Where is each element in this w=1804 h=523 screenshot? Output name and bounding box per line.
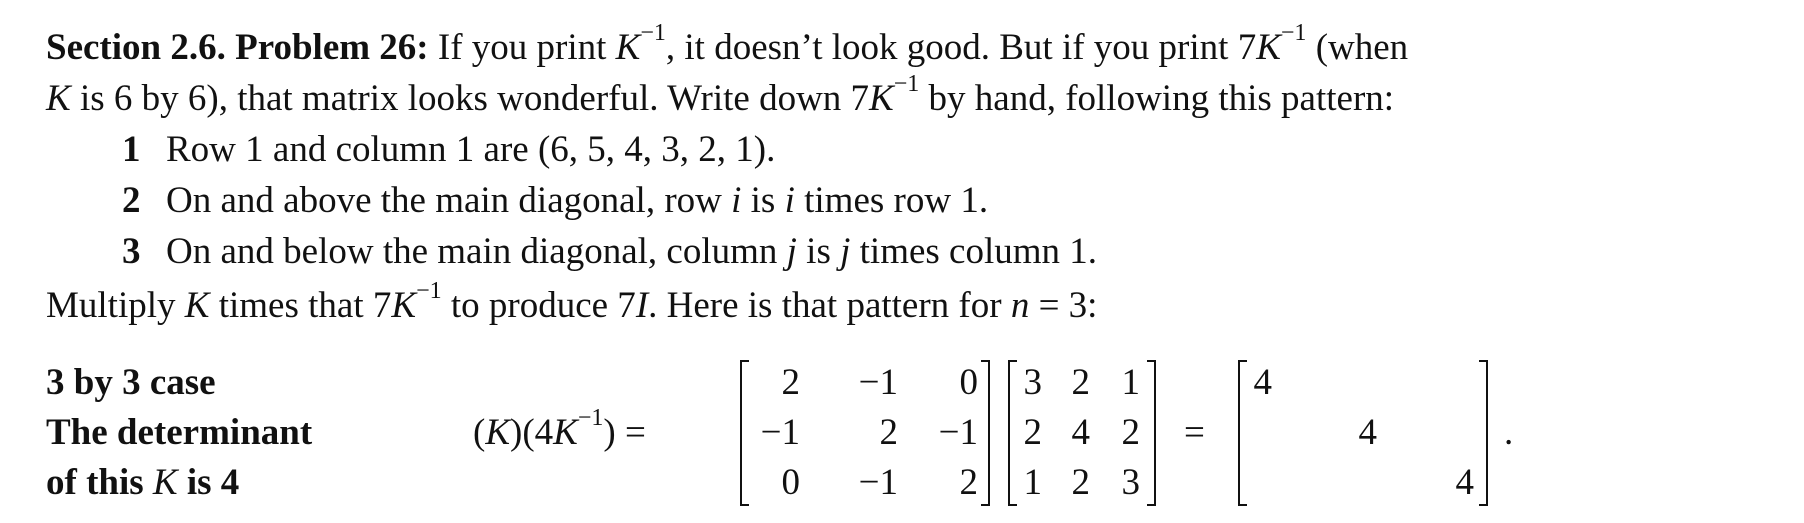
math-I: I <box>635 285 649 326</box>
matrix-4K-inverse <box>1008 358 1156 508</box>
matrix-cell: 4 <box>1253 362 1272 403</box>
math-K: K <box>391 285 417 326</box>
math-i: i <box>731 180 742 221</box>
text-span: times that 7 <box>209 285 392 326</box>
text-span: , it doesn’t look good. But if you print 7 <box>665 27 1257 68</box>
matrix-cell: −1 <box>938 412 978 453</box>
matrix-cell: 4 <box>1455 462 1474 503</box>
matrix-K <box>740 358 990 508</box>
line-2 <box>46 70 1786 124</box>
item-text: times row 1. <box>794 180 989 221</box>
pattern-item-3 <box>46 226 1786 277</box>
math-K: K <box>553 412 578 453</box>
item-text: Row 1 and column 1 are (6, 5, 4, 3, 2, 1). <box>166 129 776 170</box>
math-K: K <box>152 462 178 503</box>
right-bracket <box>1479 360 1488 506</box>
superscript-inverse: −1 <box>1280 19 1307 46</box>
right-bracket <box>981 360 990 506</box>
text-span: (when <box>1306 27 1409 68</box>
matrix-cell: 2 <box>879 412 898 453</box>
superscript-inverse: −1 <box>416 277 442 304</box>
text-span: Multiply <box>46 285 185 326</box>
case-label-line-3 <box>46 458 312 508</box>
text-span: = 3: <box>1029 285 1098 326</box>
matrix-cell: 2 <box>1121 412 1140 453</box>
problem-heading: Section 2.6. Problem 26: <box>46 27 429 68</box>
math-j: j <box>786 231 797 272</box>
matrix-cell: 2 <box>1071 362 1090 403</box>
matrix-cell: −1 <box>858 462 898 503</box>
math-i: i <box>784 180 795 221</box>
text-span: is 6 by 6), that matrix looks wonderful. Write down 7 <box>70 78 870 119</box>
case-label-line-2: The determinant <box>46 412 313 453</box>
item-text: is <box>796 231 841 272</box>
matrix-cell: 2 <box>781 362 800 403</box>
matrix-cell: 4 <box>1358 412 1377 453</box>
matrix-cell: −1 <box>858 362 898 403</box>
math-K: K <box>615 27 641 68</box>
case-example <box>46 358 1786 518</box>
math-K: K <box>485 412 511 453</box>
equals-sign: = <box>1184 412 1205 453</box>
math-K: K <box>184 285 210 326</box>
matrix-result <box>1238 358 1488 508</box>
matrix-cell: 1 <box>1121 362 1140 403</box>
matrix-cell: 3 <box>1121 462 1140 503</box>
math-n: n <box>1010 285 1030 326</box>
math-j: j <box>840 231 851 272</box>
pattern-item-2 <box>46 175 1786 226</box>
item-text: On and below the main diagonal, column <box>166 231 787 272</box>
text-span: . Here is that pattern for <box>648 285 1011 326</box>
problem-text <box>46 19 1786 331</box>
matrix-cell: 0 <box>781 462 800 503</box>
math-K: K <box>46 78 71 119</box>
matrix-cell: 4 <box>1071 412 1090 453</box>
right-bracket <box>1147 360 1156 506</box>
matrix-cell: 2 <box>959 462 978 503</box>
line-1 <box>46 19 1786 73</box>
text-span: If you print <box>428 27 616 68</box>
equation-lhs <box>473 404 646 458</box>
item-number: 2 <box>122 180 141 221</box>
matrix-cell: −1 <box>760 412 800 453</box>
item-text: On and above the main diagonal, row <box>166 180 732 221</box>
case-labels <box>46 358 312 508</box>
item-text: is <box>741 180 785 221</box>
text-span: ( <box>473 412 486 453</box>
math-K: K <box>869 78 894 119</box>
text-span: ) = <box>603 412 646 453</box>
math-K: K <box>1256 27 1281 68</box>
item-text: times column 1. <box>850 231 1098 272</box>
matrix-cell: 2 <box>1023 412 1042 453</box>
pattern-item-1 <box>46 124 1786 175</box>
text-span: to produce 7 <box>441 285 636 326</box>
text-span: by hand, following this pattern: <box>919 78 1395 119</box>
matrix-cell: 3 <box>1023 362 1042 403</box>
superscript-inverse: −1 <box>577 404 604 431</box>
line-multiply <box>46 277 1786 331</box>
text-span: of this <box>46 462 153 503</box>
item-number: 1 <box>122 129 141 170</box>
case-label-line-1: 3 by 3 case <box>46 362 216 403</box>
text-span: )(4 <box>510 412 554 453</box>
text-span: is 4 <box>177 462 240 503</box>
item-number: 3 <box>122 231 141 272</box>
superscript-inverse: −1 <box>893 70 920 97</box>
matrix-cell: 2 <box>1071 462 1090 503</box>
period: . <box>1504 412 1514 453</box>
superscript-inverse: −1 <box>640 19 666 46</box>
matrix-cell: 1 <box>1023 462 1042 503</box>
matrix-cell: 0 <box>959 362 978 403</box>
